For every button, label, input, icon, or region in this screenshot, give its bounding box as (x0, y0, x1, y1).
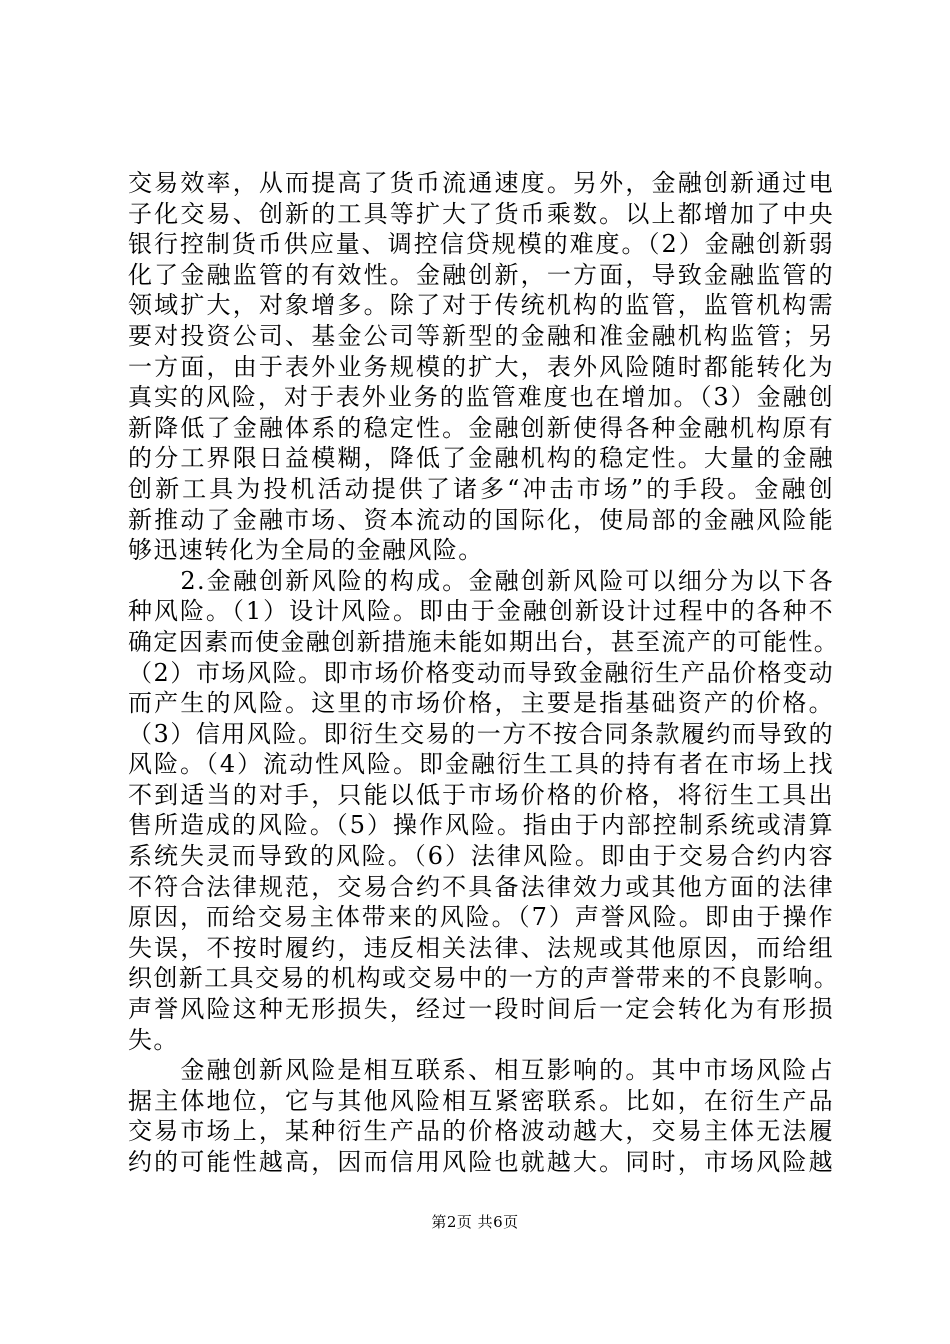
text-line: （2）市场风险。即市场价格变动而导致金融衍生产品价格变动 (128, 658, 834, 687)
text-line: 交易市场上，某种衍生产品的价格波动越大，交易主体无法履 (128, 1117, 834, 1146)
text-line: 要对投资公司、基金公司等新型的金融和准金融机构监管；另 (128, 321, 834, 350)
text-line: 的分工界限日益模糊，降低了金融机构的稳定性。大量的金融 (128, 444, 834, 473)
text-line: 声誉风险这种无形损失，经过一段时间后一定会转化为有形损 (128, 995, 834, 1024)
text-line: 系统失灵而导致的风险。（6）法律风险。即由于交易合约内容 (128, 842, 834, 871)
text-line: 不符合法律规范，交易合约不具备法律效力或其他方面的法律 (128, 872, 834, 901)
text-line: （3）信用风险。即衍生交易的一方不按合同条款履约而导致的 (128, 719, 834, 748)
text-line: 交易效率，从而提高了货币流通速度。另外，金融创新通过电 (128, 169, 834, 197)
text-line: 子化交易、创新的工具等扩大了货币乘数。以上都增加了中央 (128, 199, 834, 228)
text-line: 银行控制货币供应量、调控信贷规模的难度。（2）金融创新弱 (128, 230, 834, 259)
text-line: 失。 (128, 1025, 179, 1054)
text-line: 化了金融监管的有效性。金融创新，一方面，导致金融监管的 (128, 260, 834, 289)
text-line: 据主体地位，它与其他风险相互紧密联系。比如，在衍生产品 (128, 1086, 834, 1115)
text-line: 创新工具为投机活动提供了诸多“冲击市场”的手段。金融创 (128, 474, 834, 503)
text-line: 风险。（4）流动性风险。即金融衍生工具的持有者在市场上找 (128, 750, 834, 779)
text-line: 确定因素而使金融创新措施未能如期出台，甚至流产的可能性。 (128, 627, 840, 656)
body-text (128, 168, 840, 1178)
text-line: 2.金融创新风险的构成。金融创新风险可以细分为以下各 (128, 566, 834, 595)
text-line: 售所造成的风险。（5）操作风险。指由于内部控制系统或清算 (128, 811, 834, 840)
text-line: 真实的风险，对于表外业务的监管难度也在增加。（3）金融创 (128, 383, 834, 412)
text-line: 领域扩大，对象增多。除了对于传统机构的监管，监管机构需 (128, 291, 834, 320)
text-line: 种风险。（1）设计风险。即由于金融创新设计过程中的各种不 (128, 597, 834, 626)
text-line: 新推动了金融市场、资本流动的国际化，使局部的金融风险能 (128, 505, 834, 534)
text-line: 约的可能性越高，因而信用风险也就越大。同时，市场风险越 (128, 1148, 834, 1176)
text-line: 金融创新风险是相互联系、相互影响的。其中市场风险占 (128, 1056, 834, 1085)
text-line: 原因，而给交易主体带来的风险。（7）声誉风险。即由于操作 (128, 903, 834, 932)
text-line: 织创新工具交易的机构或交易中的一方的声誉带来的不良影响。 (128, 964, 840, 993)
text-line: 够迅速转化为全局的金融风险。 (128, 536, 484, 565)
text-line: 失误，不按时履约，违反相关法律、法规或其他原因，而给组 (128, 933, 834, 962)
text-line: 新降低了金融体系的稳定性。金融创新使得各种金融机构原有 (128, 413, 834, 442)
text-line: 不到适当的对手，只能以低于市场价格的价格，将衍生工具出 (128, 780, 834, 809)
text-line: 一方面，由于表外业务规模的扩大，表外风险随时都能转化为 (128, 352, 834, 381)
page-number-footer: 第2页 共6页 (431, 1213, 519, 1231)
text-line: 而产生的风险。这里的市场价格，主要是指基础资产的价格。 (128, 689, 834, 718)
